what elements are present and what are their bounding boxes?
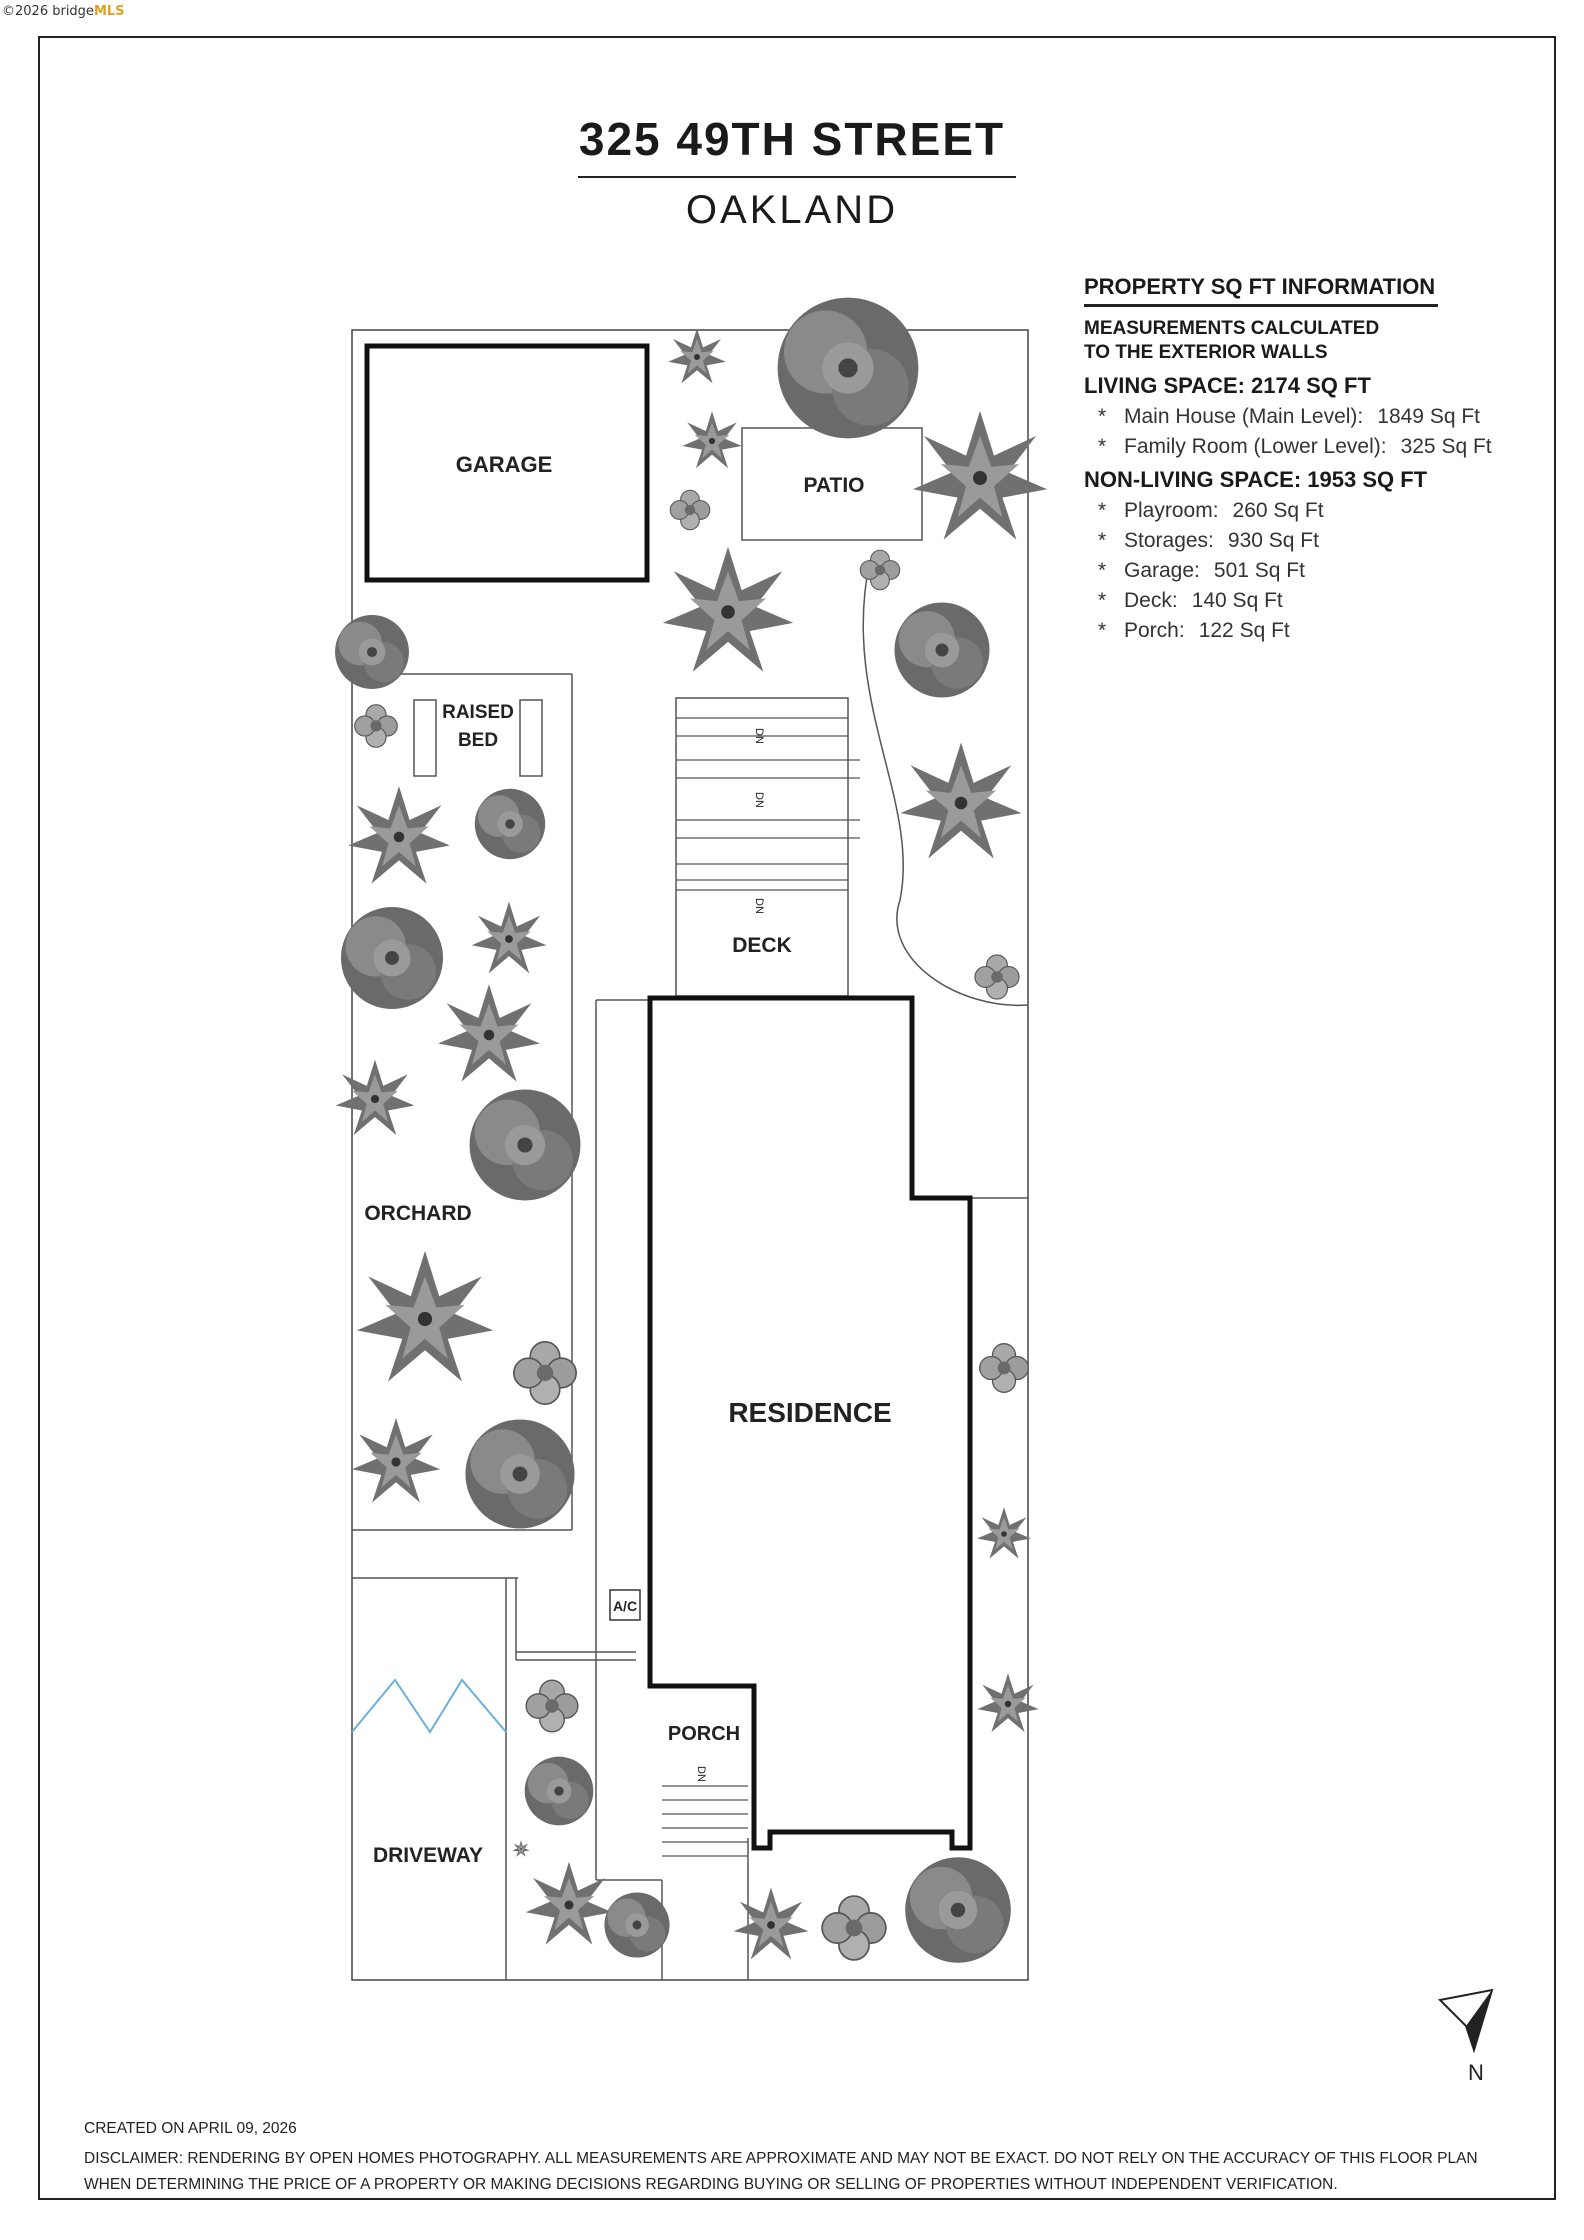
deck-stairs <box>676 718 860 890</box>
stair-down-marker: DN <box>753 898 765 914</box>
tree <box>778 298 919 439</box>
raised-bed-left <box>414 700 436 776</box>
living-space-heading: LIVING SPACE: 2174 SQ FT <box>1084 373 1371 398</box>
info-heading: PROPERTY SQ FT INFORMATION <box>1084 274 1438 307</box>
tree <box>604 1892 669 1957</box>
disclaimer-line-2: WHEN DETERMINING THE PRICE OF A PROPERTY OR MAKING DECISIONS REGARDING BUYING OR SELLING OF PROPERTIES WITHOUT INDEPENDENT VERIFICATION. <box>84 2176 1338 2193</box>
residence-label: RESIDENCE <box>728 1397 892 1428</box>
bullet: * <box>1098 589 1107 612</box>
tree <box>663 547 794 672</box>
info-note-line-1: MEASUREMENTS CALCULATED <box>1084 318 1380 339</box>
tree <box>670 490 710 530</box>
tree <box>336 1060 415 1135</box>
watermark-brand: MLS <box>93 4 125 19</box>
tree <box>905 1857 1011 1963</box>
living-item-label: Family Room (Lower Level): <box>1124 435 1387 458</box>
tree <box>913 411 1047 540</box>
tree <box>438 984 540 1082</box>
created-date: CREATED ON APRIL 09, 2026 <box>84 2120 297 2137</box>
non-living-item-label: Porch: <box>1124 619 1185 642</box>
bullet: * <box>1098 559 1107 582</box>
raised-bed-right <box>520 700 542 776</box>
bullet: * <box>1098 405 1107 428</box>
page-title: 325 49TH STREET <box>578 113 1006 165</box>
tree <box>470 1090 581 1201</box>
living-item-value: 1849 Sq Ft <box>1377 405 1480 428</box>
raised-bed-label-2: BED <box>457 730 499 751</box>
bullet: * <box>1098 435 1107 458</box>
porch-stairs <box>662 1786 748 1856</box>
living-item-value: 325 Sq Ft <box>1400 435 1492 458</box>
tree <box>980 1344 1029 1393</box>
orchard-label: ORCHARD <box>364 1202 472 1225</box>
tree <box>512 1840 529 1857</box>
ac-label: A/C <box>612 1598 638 1614</box>
stair-down-marker: DN <box>695 1766 707 1782</box>
page-subtitle-city: OAKLAND <box>685 188 899 232</box>
driveway-label: DRIVEWAY <box>372 1844 484 1867</box>
tree <box>975 955 1019 999</box>
tree <box>822 1896 886 1960</box>
tree <box>526 1862 612 1945</box>
north-arrow-icon <box>1440 1990 1492 2050</box>
tree <box>526 1680 578 1732</box>
non-living-item-label: Playroom: <box>1124 499 1219 522</box>
tree <box>977 1673 1038 1732</box>
info-note-line-2: TO THE EXTERIOR WALLS <box>1084 342 1328 363</box>
tree <box>682 411 742 468</box>
stair-down-marker: DN <box>753 728 765 744</box>
non-living-item-label: Storages: <box>1124 529 1214 552</box>
deck-label: DECK <box>732 934 792 957</box>
stair-down-marker: DN <box>753 792 765 808</box>
tree <box>465 1419 574 1528</box>
tree <box>472 902 547 974</box>
tree <box>977 1507 1031 1559</box>
bullet: * <box>1098 529 1107 552</box>
tree <box>734 1888 809 1960</box>
tree <box>357 1251 493 1382</box>
porch-label: PORCH <box>667 1723 741 1745</box>
non-living-space-heading: NON-LIVING SPACE: 1953 SQ FT <box>1084 467 1428 492</box>
tree <box>514 1342 576 1404</box>
non-living-item-value: 140 Sq Ft <box>1191 589 1283 612</box>
non-living-item-value: 501 Sq Ft <box>1213 559 1305 582</box>
tree <box>525 1757 594 1826</box>
north-label: N <box>1468 2060 1484 2085</box>
tree <box>355 705 398 748</box>
driveway-gate <box>352 1680 506 1732</box>
raised-bed-label-1: RAISED <box>442 702 514 723</box>
tree <box>341 907 443 1009</box>
tree <box>348 786 450 884</box>
tree <box>901 743 1022 859</box>
watermark-prefix: ©2026 bridge <box>2 4 94 19</box>
garage-label: GARAGE <box>455 452 553 477</box>
non-living-item-value: 930 Sq Ft <box>1227 529 1319 552</box>
non-living-item-label: Deck: <box>1124 589 1178 612</box>
bullet: * <box>1098 619 1107 642</box>
non-living-item-value: 260 Sq Ft <box>1232 499 1324 522</box>
disclaimer-line-1: DISCLAIMER: RENDERING BY OPEN HOMES PHOTOGRAPHY. ALL MEASUREMENTS ARE APPROXIMATE AND MAY NOT BE EXACT. DO NOT RELY ON THE ACCURACY OF THIS FLOOR PLAN <box>84 2150 1478 2167</box>
living-item-label: Main House (Main Level): <box>1124 405 1364 428</box>
tree <box>352 1418 440 1503</box>
tree <box>475 789 545 859</box>
non-living-item-value: 122 Sq Ft <box>1198 619 1290 642</box>
tree <box>668 328 726 383</box>
tree <box>894 602 989 697</box>
bullet: * <box>1098 499 1107 522</box>
patio-label: PATIO <box>803 474 865 497</box>
non-living-item-label: Garage: <box>1124 559 1200 582</box>
tree <box>335 615 409 689</box>
